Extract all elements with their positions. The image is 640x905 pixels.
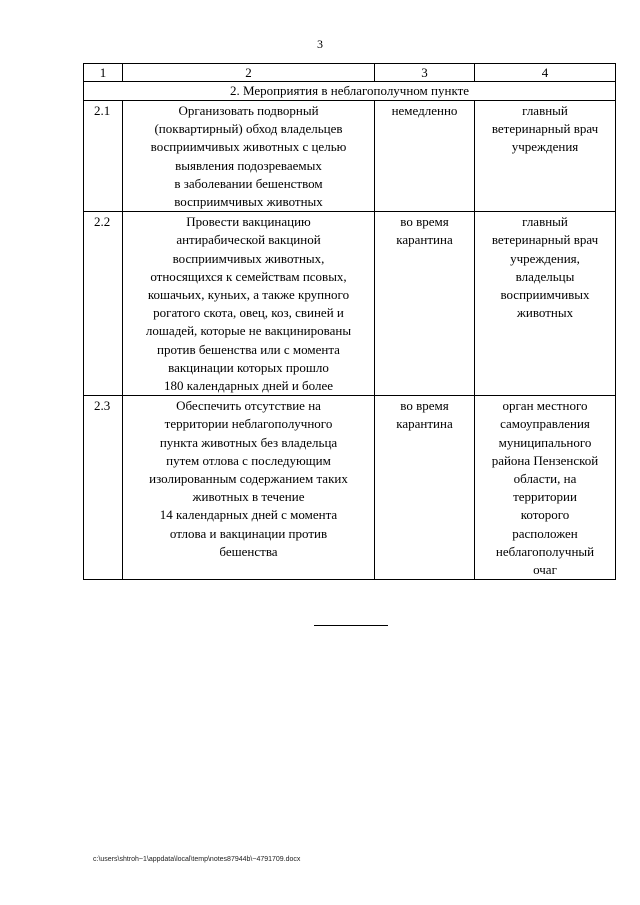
action-cell-line: лошадей, которые не вакцинированы xyxy=(145,323,352,339)
responsible-cell-line: восприимчивых xyxy=(500,287,590,303)
term-cell xyxy=(375,396,475,580)
action-cell xyxy=(123,212,375,396)
responsible-cell-line: района Пензенской xyxy=(491,452,599,468)
action-cell-line: изолированным содержанием таких xyxy=(149,471,348,487)
responsible-cell xyxy=(475,101,616,212)
action-cell-line: в заболевании бешенством xyxy=(174,175,323,191)
table-row xyxy=(84,396,616,580)
table-row xyxy=(84,101,616,212)
action-cell-line: Провести вакцинацию xyxy=(186,214,311,230)
responsible-cell-line: которого xyxy=(520,507,570,523)
term-cell xyxy=(375,101,475,212)
action-cell-line: животных в течение xyxy=(192,489,305,505)
action-cell-line: Организовать подворный xyxy=(178,103,319,118)
action-cell-line: антирабической вакциной xyxy=(176,232,321,248)
action-cell-line: пункта животных без владельца xyxy=(159,434,338,450)
action-cell-line: рогатого скота, овец, коз, свиней и xyxy=(153,305,344,321)
section-row xyxy=(84,82,616,101)
action-cell-line: Обеспечить отсутствие на xyxy=(176,398,321,414)
measures-table xyxy=(83,63,616,580)
page-number: 3 xyxy=(317,37,323,51)
action-cell-line: восприимчивых животных, xyxy=(172,250,325,266)
responsible-cell-line: животных xyxy=(516,305,574,321)
table-row xyxy=(84,212,616,396)
action-cell-line: (поквартирный) обход владельцев xyxy=(154,121,343,137)
responsible-cell xyxy=(475,396,616,580)
responsible-cell-line: владельцы xyxy=(515,268,575,284)
action-cell-line: восприимчивых животных с целью xyxy=(150,139,347,155)
action-cell-line: восприимчивых животных xyxy=(174,194,323,210)
responsible-cell-line: области, на xyxy=(513,471,577,487)
action-cell-line: 14 календарных дней с момента xyxy=(159,507,338,523)
term-cell-line: карантина xyxy=(396,232,453,248)
action-cell-line: бешенства xyxy=(219,543,278,559)
row-number: 2.1 xyxy=(84,101,123,212)
responsible-cell xyxy=(475,212,616,396)
action-cell-line: путем отлова с последующим xyxy=(166,452,331,468)
term-cell xyxy=(375,212,475,396)
action-cell-line: территории неблагополучного xyxy=(164,416,333,432)
responsible-cell-line: орган местного xyxy=(502,398,588,414)
responsible-cell-line: самоуправления xyxy=(500,416,590,432)
responsible-cell-line: неблагополучный xyxy=(495,543,595,559)
action-cell xyxy=(123,101,375,212)
footer-file-path: c:\users\shtroh~1\appdata\local\temp\notes87944b\~4791709.docx xyxy=(93,856,301,863)
column-header-3: 3 xyxy=(375,64,475,82)
responsible-cell-line: ветеринарный врач xyxy=(491,232,599,248)
responsible-cell-line: главный xyxy=(522,214,568,230)
responsible-cell-line: территории xyxy=(513,489,577,505)
action-cell-line: выявления подозреваемых xyxy=(175,157,322,173)
action-cell-line: против бешенства или с момента xyxy=(157,341,340,357)
term-cell-line: немедленно xyxy=(391,103,458,118)
responsible-cell-line: учреждения xyxy=(511,139,579,155)
column-header-4: 4 xyxy=(475,64,616,82)
responsible-cell-line: главный xyxy=(522,103,568,118)
term-cell-line: карантина xyxy=(396,416,453,432)
responsible-cell-line: учреждения, xyxy=(510,250,580,266)
responsible-cell-line: ветеринарный врач xyxy=(491,121,599,137)
term-cell-line: во время xyxy=(400,398,449,414)
column-header-2: 2 xyxy=(123,64,375,82)
table-header-row xyxy=(84,64,616,82)
action-cell-line: отлова и вакцинации против xyxy=(169,525,328,541)
action-cell-line: 180 календарных дней и более xyxy=(163,378,334,394)
responsible-cell-line: муниципального xyxy=(498,434,592,450)
action-cell-line: относящихся к семействам псовых, xyxy=(150,268,347,284)
action-cell xyxy=(123,396,375,580)
row-number: 2.3 xyxy=(84,396,123,580)
action-cell-line: кошачьих, куньих, а также крупного xyxy=(147,287,350,303)
action-cell-line: вакцинации которых прошло xyxy=(168,359,329,375)
responsible-cell-line: расположен xyxy=(512,525,578,541)
responsible-cell-line: очаг xyxy=(533,562,557,578)
end-separator-line xyxy=(314,625,388,626)
term-cell-line: во время xyxy=(400,214,449,230)
row-number: 2.2 xyxy=(84,212,123,396)
section-title: 2. Мероприятия в неблагополучном пункте xyxy=(84,82,616,101)
column-header-1: 1 xyxy=(84,64,123,82)
